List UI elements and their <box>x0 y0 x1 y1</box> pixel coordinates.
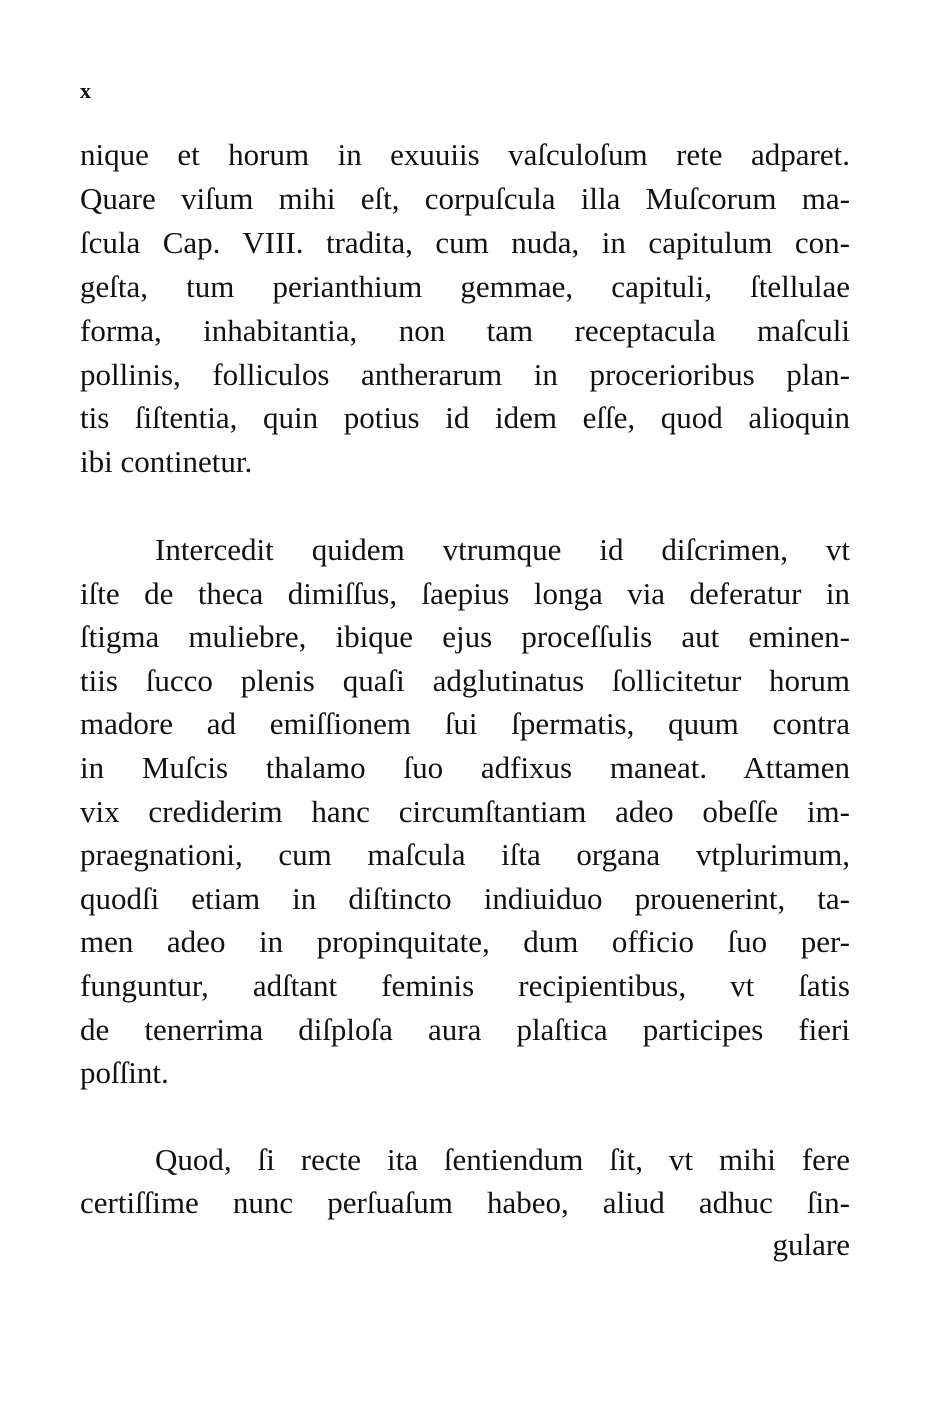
text-line: in Muſcis thalamo ſuo adfixus maneat. Attamen <box>80 750 850 785</box>
text-line: funguntur, adſtant feminis recipientibus, vt ſatis <box>80 968 850 1003</box>
text-line: vix crediderim hanc circumſtantiam adeo obeſſe im- <box>80 793 850 829</box>
text-line: tiis ſucco plenis quaſi adglutinatus ſollicitetur horum <box>80 662 850 698</box>
text-line: certiſſime nunc perſuaſum habeo, aliud adhuc ſin- <box>80 1184 850 1220</box>
text-line: Quod, ſi recte ita ſentiendum ſit, vt mihi fere <box>155 1142 850 1177</box>
text-line: pollinis, folliculos antherarum in procerioribus plan- <box>80 356 850 392</box>
text-line: iſte de theca dimiſſus, ſaepius longa via deferatur in <box>80 575 850 611</box>
text-line: men adeo in propinquitate, dum officio ſuo per- <box>80 924 850 960</box>
text-line: de tenerrima diſploſa aura plaſtica participes fieri <box>80 1011 850 1047</box>
text-line: geſta, tum perianthium gemmae, capituli, ſtellulae <box>80 268 850 304</box>
page-number: x <box>80 78 91 103</box>
text-line: praegnationi, cum maſcula iſta organa vtplurimum, <box>80 837 850 873</box>
text-line: ibi continetur. <box>80 444 253 480</box>
text-line: poſſint. <box>80 1055 169 1091</box>
text-line: ſtigma muliebre, ibique ejus proceſſulis aut eminen- <box>80 619 850 655</box>
text-line: ſcula Cap. VIII. tradita, cum nuda, in capitulum con- <box>80 224 850 260</box>
text-line: Quare viſum mihi eſt, corpuſcula illa Muſcorum ma- <box>80 180 850 216</box>
catchword: gulare <box>772 1227 850 1262</box>
text-line: tis ſiſtentia, quin potius id idem eſſe, quod alioquin <box>80 400 850 436</box>
text-line: madore ad emiſſionem ſui ſpermatis, quum contra <box>80 706 850 742</box>
text-line: nique et horum in exuuiis vaſculoſum rete adparet. <box>80 137 850 172</box>
text-line: Intercedit quidem vtrumque id diſcrimen, vt <box>155 532 850 567</box>
text-line: quodſi etiam in diſtincto indiuiduo prouenerint, ta- <box>80 880 850 916</box>
text-line: forma, inhabitantia, non tam receptacula maſculi <box>80 312 850 348</box>
